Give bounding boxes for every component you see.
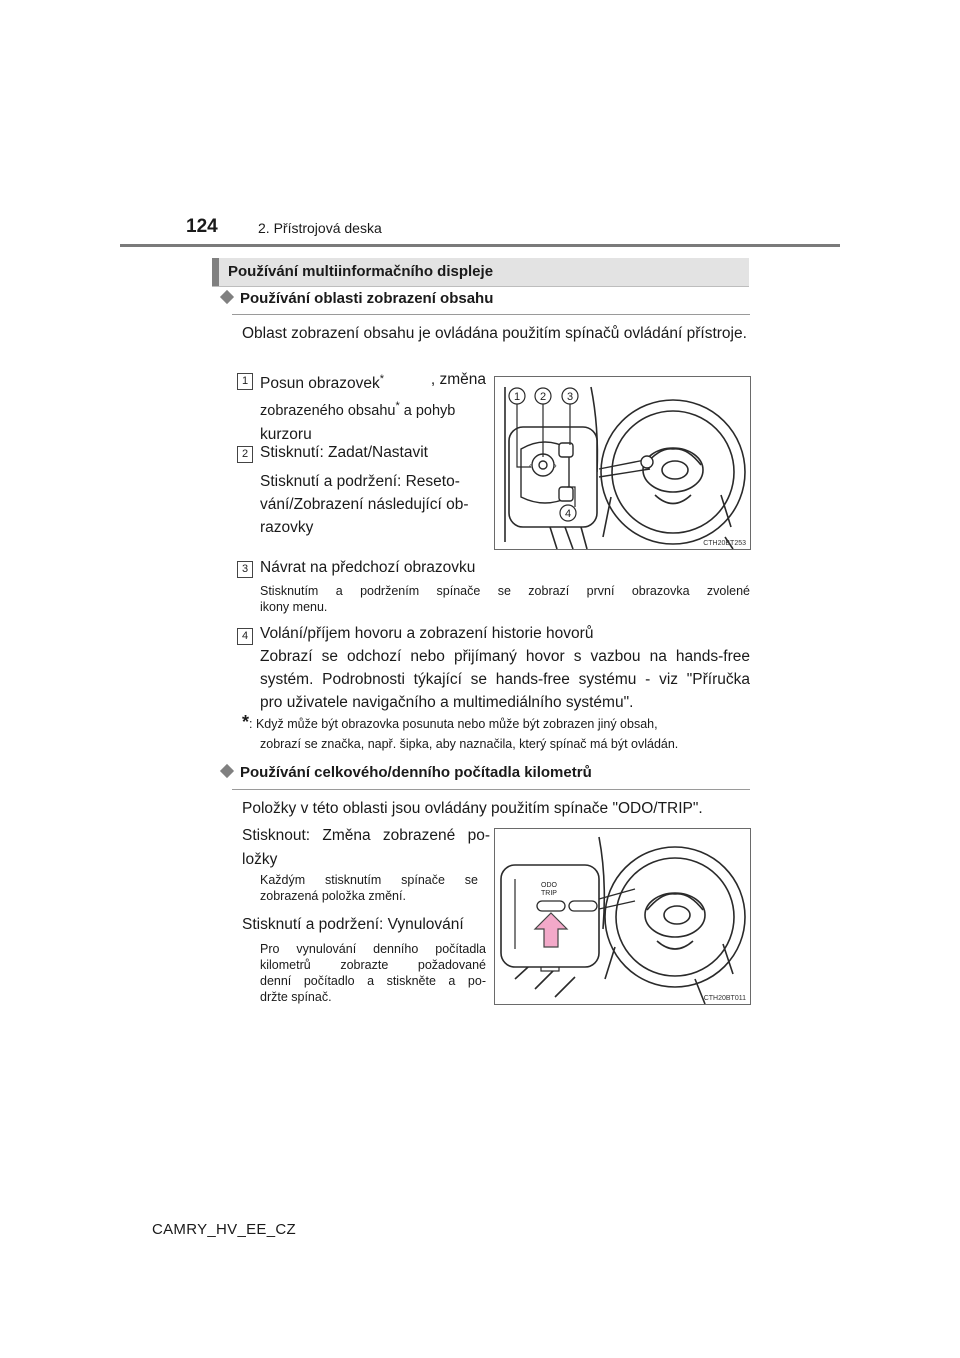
- figure-callout-2: 2: [539, 391, 547, 403]
- item-3-text: Návrat na předchozí obrazovku: [260, 559, 476, 576]
- subsection-title: Používání oblasti zobrazení obsahu: [240, 290, 494, 307]
- section-title-bar: [212, 258, 749, 287]
- footnote-asterisk: *: [242, 712, 250, 732]
- header-rule: [120, 244, 840, 247]
- subsection-title-2: Používání celkového/denního počítadla kilometrů: [240, 764, 592, 781]
- callout-number-3: 3: [237, 561, 253, 578]
- hold-note: Pro vynulování denního počítadla kilometrů zobrazte požadované denní počítadlo a stiskněte a po- držte spínač.: [260, 942, 486, 1004]
- steering-wheel-illustration: [495, 377, 750, 549]
- subsection-rule-2: [232, 789, 750, 790]
- callout-number-1: 1: [237, 373, 253, 390]
- odo-trip-figure: [494, 828, 751, 1005]
- odo-intro: Položky v této oblasti jsou ovládány použitím spínače "ODO/TRIP".: [242, 800, 703, 817]
- section-bar-accent: [212, 258, 219, 286]
- item-4-text: Volání/příjem hovoru a zobrazení historie hovorů Zobrazí se odchozí nebo přijímaný hovor s vazbou na hands-free systém. Podrobnosti týkající se hands-free systému - viz "Příručka pro uživatele navigačního a multimediálního systému".: [260, 625, 750, 711]
- asterisk-mark: *: [379, 373, 385, 385]
- footnote: *: Když může být obrazovka posunuta nebo může být zobrazen jiný obsah, zobrazí se značka, např. šipka, aby naznačila, který spínač má být ovládán.: [242, 712, 679, 751]
- item-1-text: Posun obrazovek* , změna zobrazeného obsahu* a pohyb kurzoru: [260, 371, 486, 443]
- diamond-bullet-icon: [220, 764, 234, 778]
- intro-paragraph: Oblast zobrazení obsahu je ovládána použitím spínačů ovládání přístroje.: [242, 325, 747, 342]
- page-number: 124: [186, 216, 218, 237]
- press-text: Stisknout: Změna zobrazené po- ložky: [242, 827, 490, 868]
- figure-callout-1: 1: [513, 391, 521, 403]
- press-note: Každým stisknutím spínače se zobrazená položka změní.: [260, 873, 478, 903]
- item-2-text: Stisknutí: Zadat/Nastavit Stisknutí a podržení: Reseto- vání/Zobrazení následující ob- razovky: [260, 444, 469, 536]
- subsection-rule: [232, 314, 750, 315]
- section-title: Používání multiinformačního displeje: [228, 263, 494, 280]
- odo-trip-illustration: [495, 829, 750, 1004]
- chapter-title: 2. Přístrojová deska: [258, 220, 382, 236]
- footer-model-code: CAMRY_HV_EE_CZ: [152, 1221, 296, 1238]
- odo-label: ODO: [541, 882, 557, 889]
- subsection-heading-content-area: [218, 290, 493, 307]
- figure-callout-4: 4: [564, 508, 572, 520]
- callout-number-4: 4: [237, 628, 253, 645]
- figure-code: CTH20BT253: [703, 540, 746, 547]
- svg-text:›: ›: [554, 461, 557, 470]
- hold-text: Stisknutí a podržení: Vynulování: [242, 916, 464, 933]
- figure-callout-3: 3: [566, 391, 574, 403]
- trip-label: TRIP: [541, 890, 557, 897]
- figure-code-2: CTH20BT011: [703, 995, 746, 1002]
- item-3-note: Stisknutím a podržením spínače se zobrazí první obrazovka zvolené ikony menu.: [260, 584, 750, 614]
- callout-number-2: 2: [237, 446, 253, 463]
- svg-text:‹: ‹: [529, 461, 532, 470]
- steering-switch-figure: [494, 376, 751, 550]
- asterisk-mark: *: [395, 400, 400, 413]
- subsection-heading-odometer: [218, 764, 592, 781]
- diamond-bullet-icon: [220, 290, 234, 304]
